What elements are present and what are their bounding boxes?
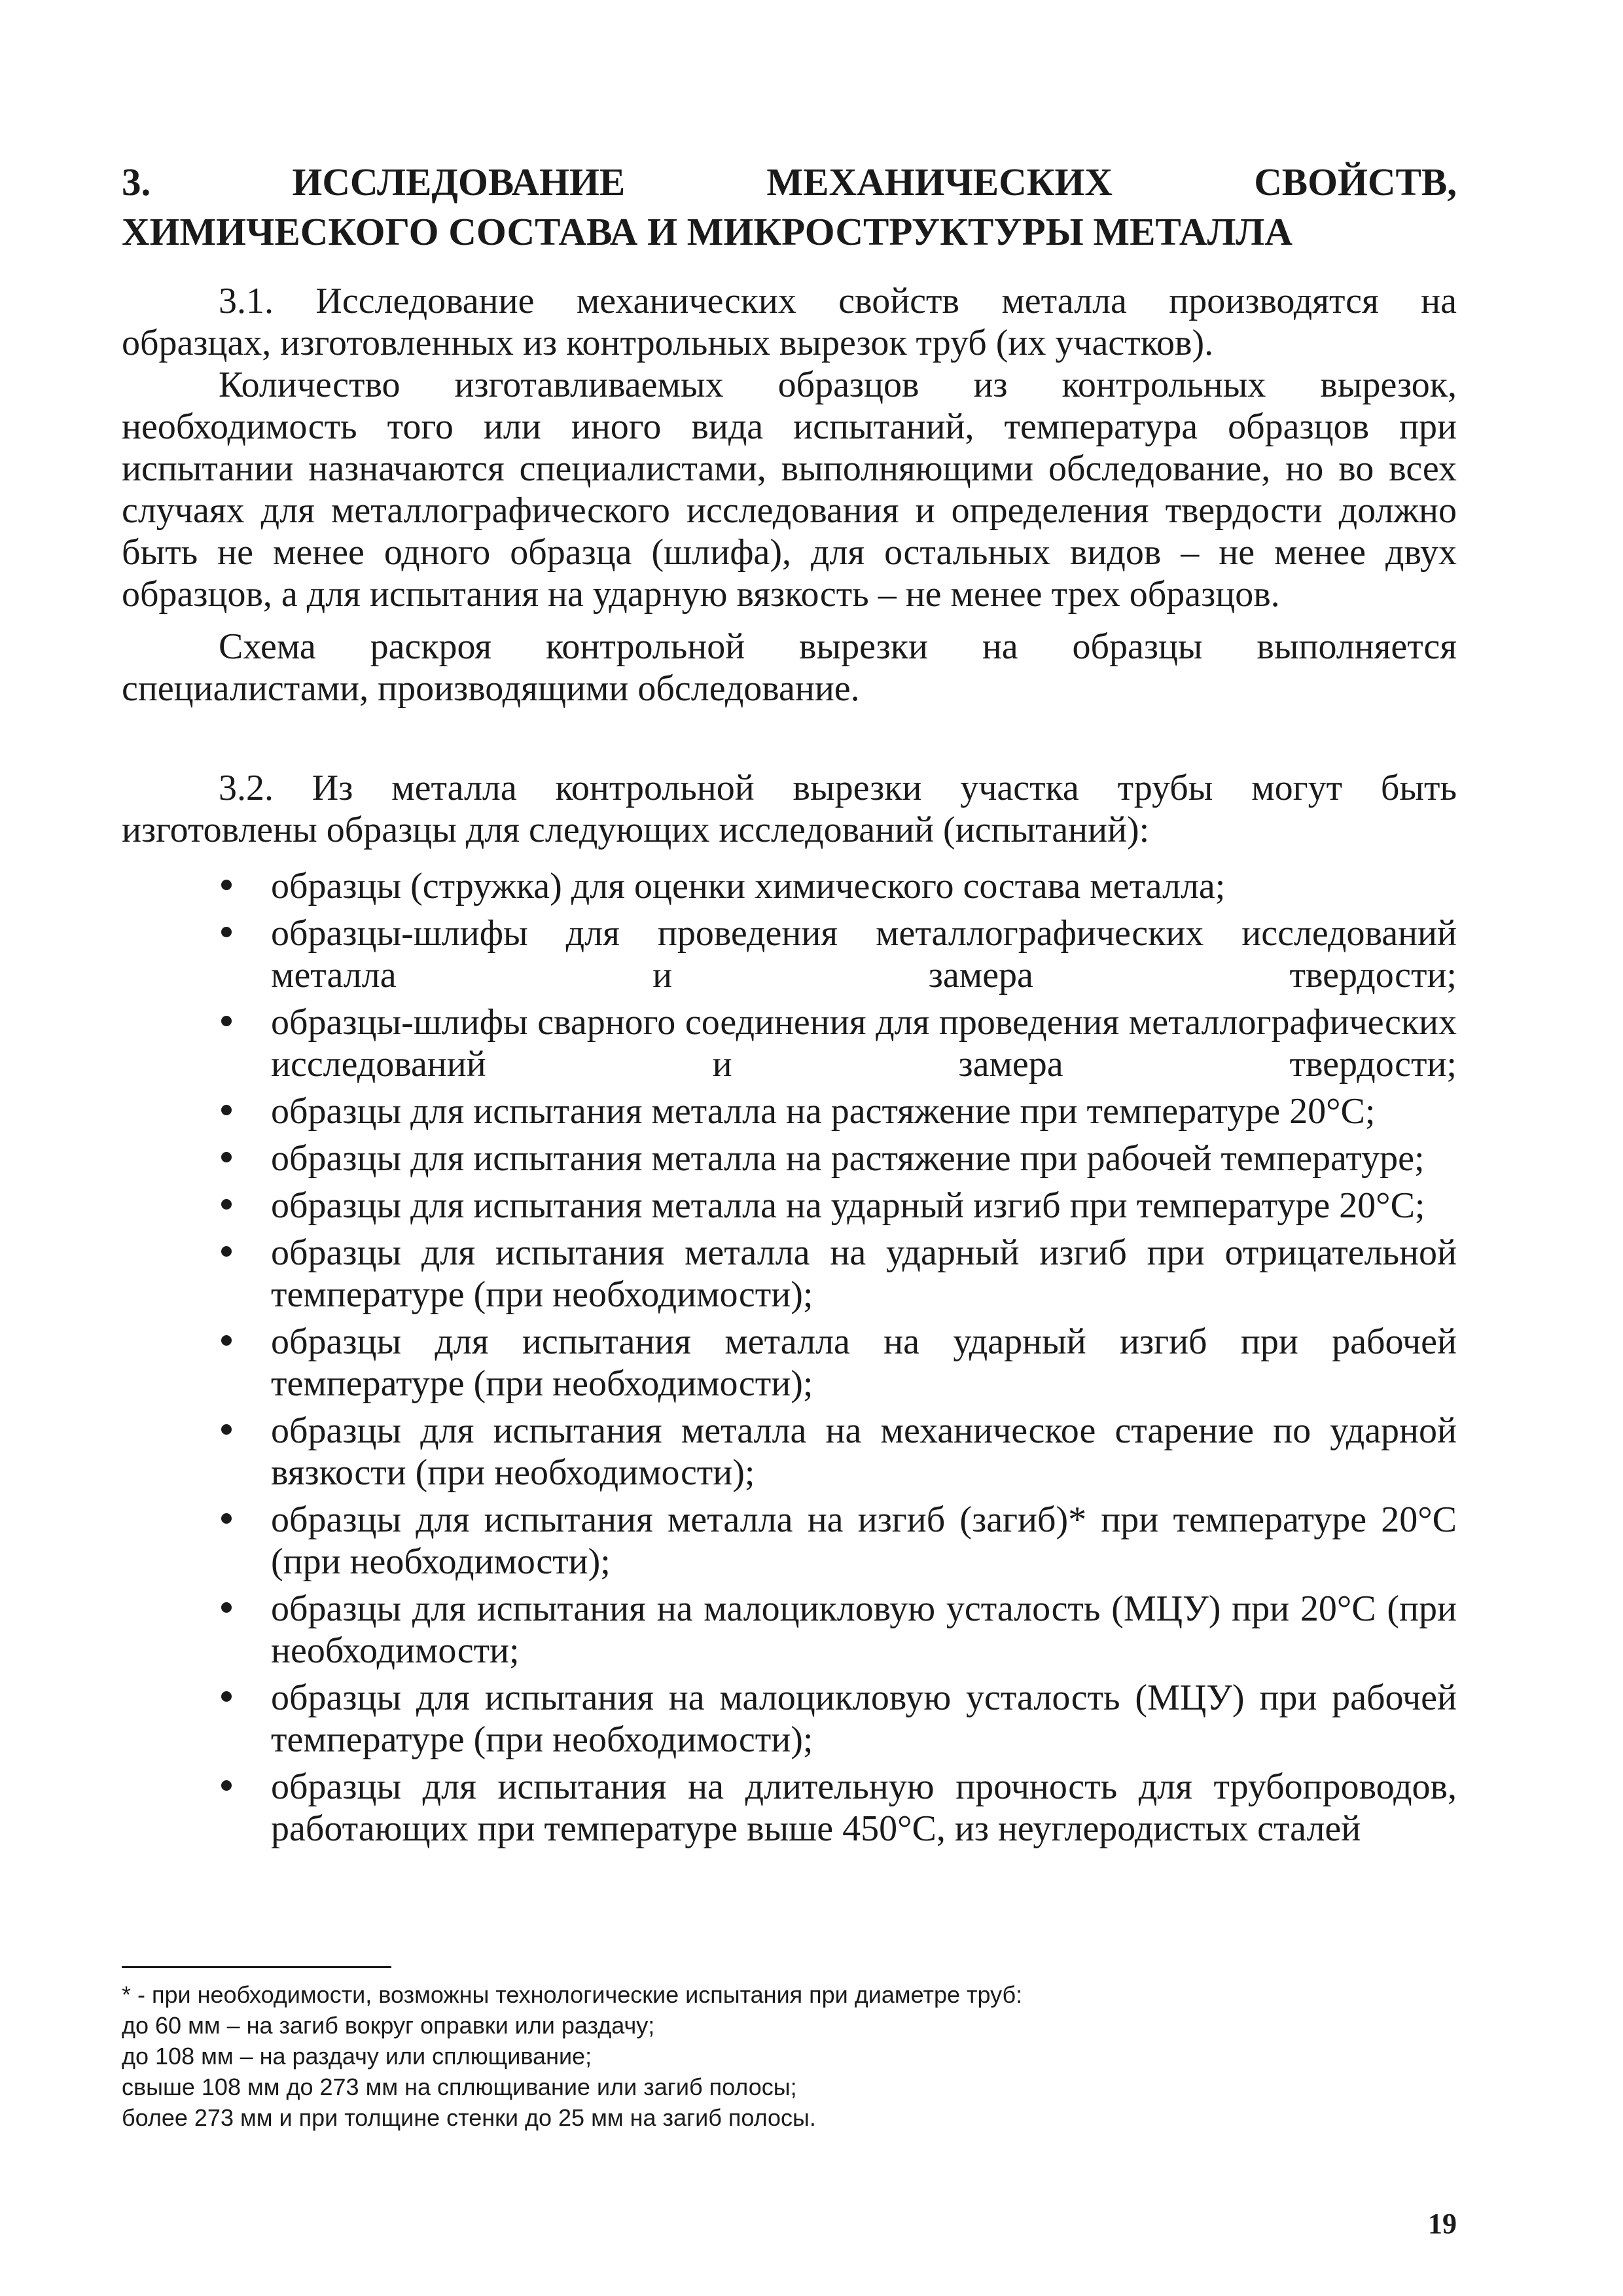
list-item: образцы для испытания металла на механическое старение по ударной вязкости (при необходимости);: [122, 1410, 1457, 1494]
heading-word: ИССЛЕДОВАНИЕ: [292, 160, 626, 204]
paragraph-3-1: [122, 280, 1457, 364]
page-number: 19: [1428, 2208, 1457, 2240]
paragraph-rest: специалистами, производящими обследование.: [122, 668, 860, 709]
list-item: образцы-шлифы сварного соединения для проведения металлографических исследований и замера твердости;: [122, 1001, 1457, 1085]
list-item: образцы для испытания металла на изгиб (загиб)* при температуре 20°С (при необходимости);: [122, 1499, 1457, 1583]
heading-word: МЕХАНИЧЕСКИХ: [766, 160, 1113, 204]
footnote-line: до 108 мм – на раздачу или сплющивание;: [122, 2043, 592, 2070]
paragraph-3-2: [122, 767, 1457, 851]
bullet-icon: [221, 1424, 232, 1435]
list-item: образцы для испытания на длительную прочность для трубопроводов, работающих при температуре выше 450°С, из неуглеродистых сталей: [122, 1766, 1457, 1850]
paragraph-first-line: 3.2. Из металла контрольной вырезки участка трубы могут быть: [219, 768, 1457, 808]
bullet-icon: [221, 1105, 232, 1115]
bullet-icon: [221, 1246, 232, 1257]
heading-word: СВОЙСТВ,: [1254, 160, 1457, 204]
list-item: образцы для испытания металла на растяжение при рабочей температуре;: [122, 1138, 1457, 1179]
bullet-icon: [221, 1335, 232, 1346]
list-item: образцы (стружка) для оценки химического состава металла;: [122, 865, 1457, 907]
list-item: образцы для испытания металла на ударный изгиб при температуре 20°С;: [122, 1185, 1457, 1227]
section-heading: [122, 157, 1457, 257]
bullet-icon: [221, 1513, 232, 1524]
paragraph-rest: изготовлены образцы для следующих исследований (испытаний):: [122, 810, 1150, 850]
bullet-icon: [221, 1780, 232, 1791]
footnote: [122, 1979, 1457, 2133]
section-heading-line-1: [122, 157, 1457, 207]
bullet-icon: [221, 1152, 232, 1162]
bullet-icon: [221, 1602, 232, 1613]
paragraph-first-line: Схема раскроя контрольной вырезки на образцы выполняется: [219, 626, 1457, 667]
bullet-icon: [221, 880, 232, 890]
footnote-line: * - при необходимости, возможны технологические испытания при диаметре труб:: [122, 1981, 1023, 2008]
bullet-icon: [221, 1691, 232, 1702]
sample-list: [122, 865, 1457, 1855]
paragraph-first-line: 3.1. Исследование механических свойств металла производятся на: [219, 281, 1457, 321]
section-heading-line-2: ХИМИЧЕСКОГО СОСТАВА И МИКРОСТРУКТУРЫ МЕТАЛЛА: [122, 210, 1293, 253]
paragraph-first-line: Количество изготавливаемых образцов из контрольных вырезок,: [219, 365, 1457, 405]
bullet-icon: [221, 927, 232, 937]
footnote-line: до 60 мм – на загиб вокруг оправки или раздачу;: [122, 2012, 655, 2039]
paragraph-rest: необходимость того или иного вида испытаний, температура образцов при испытании назначаются специалистами, выполняющими обследование, но во всех случаях для металлографического исследования и определения твердости должно быть не менее одного образца (шлифа), для остальных видов – не менее двух образцов, а для испытания на ударную вязкость – не менее трех образцов.: [122, 406, 1457, 615]
footnote-divider: [122, 1966, 391, 1968]
list-item: образцы для испытания на малоцикловую усталость (МЦУ) при 20°С (при необходимости;: [122, 1588, 1457, 1672]
paragraph-cutting-scheme: [122, 626, 1457, 709]
paragraph-rest: образцах, изготовленных из контрольных вырезок труб (их участков).: [122, 323, 1214, 363]
footnote-line: более 273 мм и при толщине стенки до 25 мм на загиб полосы.: [122, 2104, 816, 2131]
footnote-line: свыше 108 мм до 273 мм на сплющивание или загиб полосы;: [122, 2073, 797, 2100]
section-number: 3.: [122, 160, 151, 204]
bullet-icon: [221, 1199, 232, 1210]
bullet-icon: [221, 1016, 232, 1026]
paragraph-sample-count: [122, 364, 1457, 615]
list-item: образцы для испытания на малоцикловую усталость (МЦУ) при рабочей температуре (при необходимости);: [122, 1677, 1457, 1761]
list-item: образцы-шлифы для проведения металлографических исследований металла и замера твердости;: [122, 912, 1457, 996]
list-item: образцы для испытания металла на ударный изгиб при отрицательной температуре (при необходимости);: [122, 1232, 1457, 1316]
list-item: образцы для испытания металла на ударный изгиб при рабочей температуре (при необходимости);: [122, 1321, 1457, 1405]
list-item: образцы для испытания металла на растяжение при температуре 20°С;: [122, 1090, 1457, 1132]
